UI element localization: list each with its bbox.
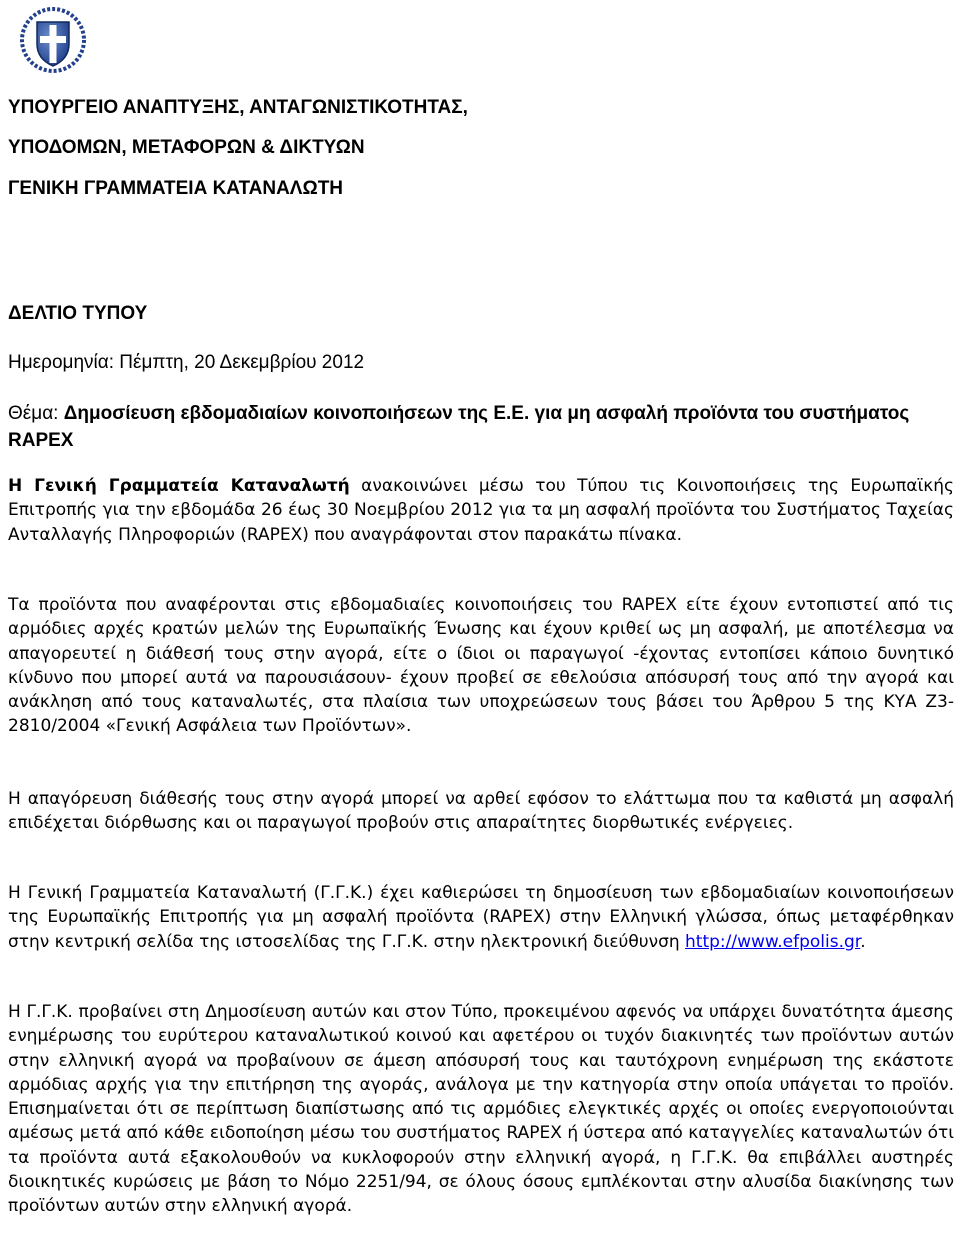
paragraph-1-text: ανακοινώνει μέσω του Τύπου τις Κοινοποιήσεις της Ευρωπαϊκής Επιτροπής για την εβδομάδα 26 έως 30 Νοεμβρίου 2012 για τα μη ασφαλή προϊόντα του Συστήματος Ταχείας Ανταλλαγής Πληροφοριών (RAPEX) που αναγράφονται στον παρακάτω πίνακα. xyxy=(8,476,954,545)
paragraph-4-end: . xyxy=(860,931,866,952)
greek-coat-of-arms-icon xyxy=(18,4,88,74)
paragraph-2: Τα προϊόντα που αναφέρονται στις εβδομαδιαίες κοινοποιήσεις του RAPEX είτε έχουν εντοπιστεί από τις αρμόδιες αρχές κρατών μελών της Ευρωπαϊκής Ένωσης και έχουν κριθεί ως μη ασφαλή, με αποτέλεσμα να απαγορευτεί η διάθεσή τους στην αγορά, είτε ο ίδιοι οι παραγωγοί -έχοντας εντοπίσει κάποιο δυνητικό κίνδυνο που μπορεί αυτά να παρουσιάσουν- έχουν προβεί σε εθελούσια απόσυρσή τους από την αγορά και ανάκληση από τους καταναλωτές, στα πλαίσια των υποχρεώσεων τους βάσει του Άρθρου 5 της ΚΥΑ Ζ3-2810/2004 «Γενική Ασφάλεια των Προϊόντων». xyxy=(8,595,954,737)
press-release-title: ΔΕΛΤΙΟ ΤΥΠΟΥ xyxy=(8,303,148,324)
paragraph-5: Η Γ.Γ.Κ. προβαίνει στη Δημοσίευση αυτών και στον Τύπο, προκειμένου αφενός να υπάρχει δυνατότητα άμεσης ενημέρωσης του ευρύτερου καταναλωτικού κοινού και αφετέρου οι τυχόν διακινητές των προϊόντων αυτών στην ελληνική αγορά να προβαίνουν σε άμεση απόσυρσή τους και ταυτόχρονη ενημέρωση της εκάστοτε αρμόδιας αρχής για την επιτήρηση της αγοράς, ανάλογα με την κατηγορία στην οποία υπάγεται το προϊόν. Επισημαίνεται ότι σε περίπτωση διαπίστωσης από τις αρμόδιες ελεγκτικές αρχές οι οποίες ενεργοποιούνται αμέσως μετά από κάθε ειδοποίηση μέσω του συστήματος RAPEX ή ύστερα από καταγγελίες καταναλωτών ότι τα προϊόντα αυτά εξακολουθούν να κυκλοφορούν στην ελληνική αγορά, η Γ.Γ.Κ. θα επιβάλλει αυστηρές διοικητικές κυρώσεις με βάση το Νόμο 2251/94, σε όλους όσους εμπλέκονται στην αλυσίδα διακίνησης των προϊόντων αυτών στην ελληνική αγορά. xyxy=(8,1002,954,1217)
paragraph-4 xyxy=(8,881,954,954)
paragraph-1-bold: Η Γενική Γραμματεία Καταναλωτή xyxy=(8,476,350,496)
ministry-line-1: ΥΠΟΥΡΓΕΙΟ ΑΝΑΠΤΥΞΗΣ, ΑΝΤΑΓΩΝΙΣΤΙΚΟΤΗΤΑΣ, xyxy=(8,97,468,118)
paragraph-3: Η απαγόρευση διάθεσής τους στην αγορά μπορεί να αρθεί εφόσον το ελάττωμα που τα καθιστά μη ασφαλή επιδέχεται διόρθωσης και οι παραγωγοί προβούν στις απαραίτητες διορθωτικές ενέργειες. xyxy=(8,789,954,834)
paragraph-1 xyxy=(8,474,954,547)
secretariat-name: ΓΕΝΙΚΗ ΓΡΑΜΜΑΤΕΙΑ ΚΑΤΑΝΑΛΩΤΗ xyxy=(8,178,344,199)
subject-label: Θέμα: xyxy=(8,403,64,424)
release-date: Ημερομηνία: Πέμπτη, 20 Δεκεμβρίου 2012 xyxy=(8,352,365,373)
paragraph-4-text: Η Γενική Γραμματεία Καταναλωτή (Γ.Γ.Κ.) έχει καθιερώσει τη δημοσίευση των εβδομαδιαίων κοινοποιήσεων της Ευρωπαϊκής Επιτροπής για μη ασφαλή προϊόντα (RAPEX) στην Ελληνική γλώσσα, όπως μεταφέρθηκαν στην κεντρική σελίδα της ιστοσελίδας της Γ.Γ.Κ. στην ηλεκτρονική διεύθυνση xyxy=(8,883,954,952)
efpolis-link[interactable]: http://www.efpolis.gr xyxy=(685,931,861,952)
ministry-line-2: ΥΠΟΔΟΜΩΝ, ΜΕΤΑΦΟΡΩΝ & ΔΙΚΤΥΩΝ xyxy=(8,137,365,158)
subject-line xyxy=(8,400,953,454)
ministry-name xyxy=(8,88,948,168)
subject-text: Δημοσίευση εβδομαδιαίων κοινοποιήσεων της Ε.Ε. για μη ασφαλή προϊόντα του συστήματος RAPEX xyxy=(8,403,910,451)
